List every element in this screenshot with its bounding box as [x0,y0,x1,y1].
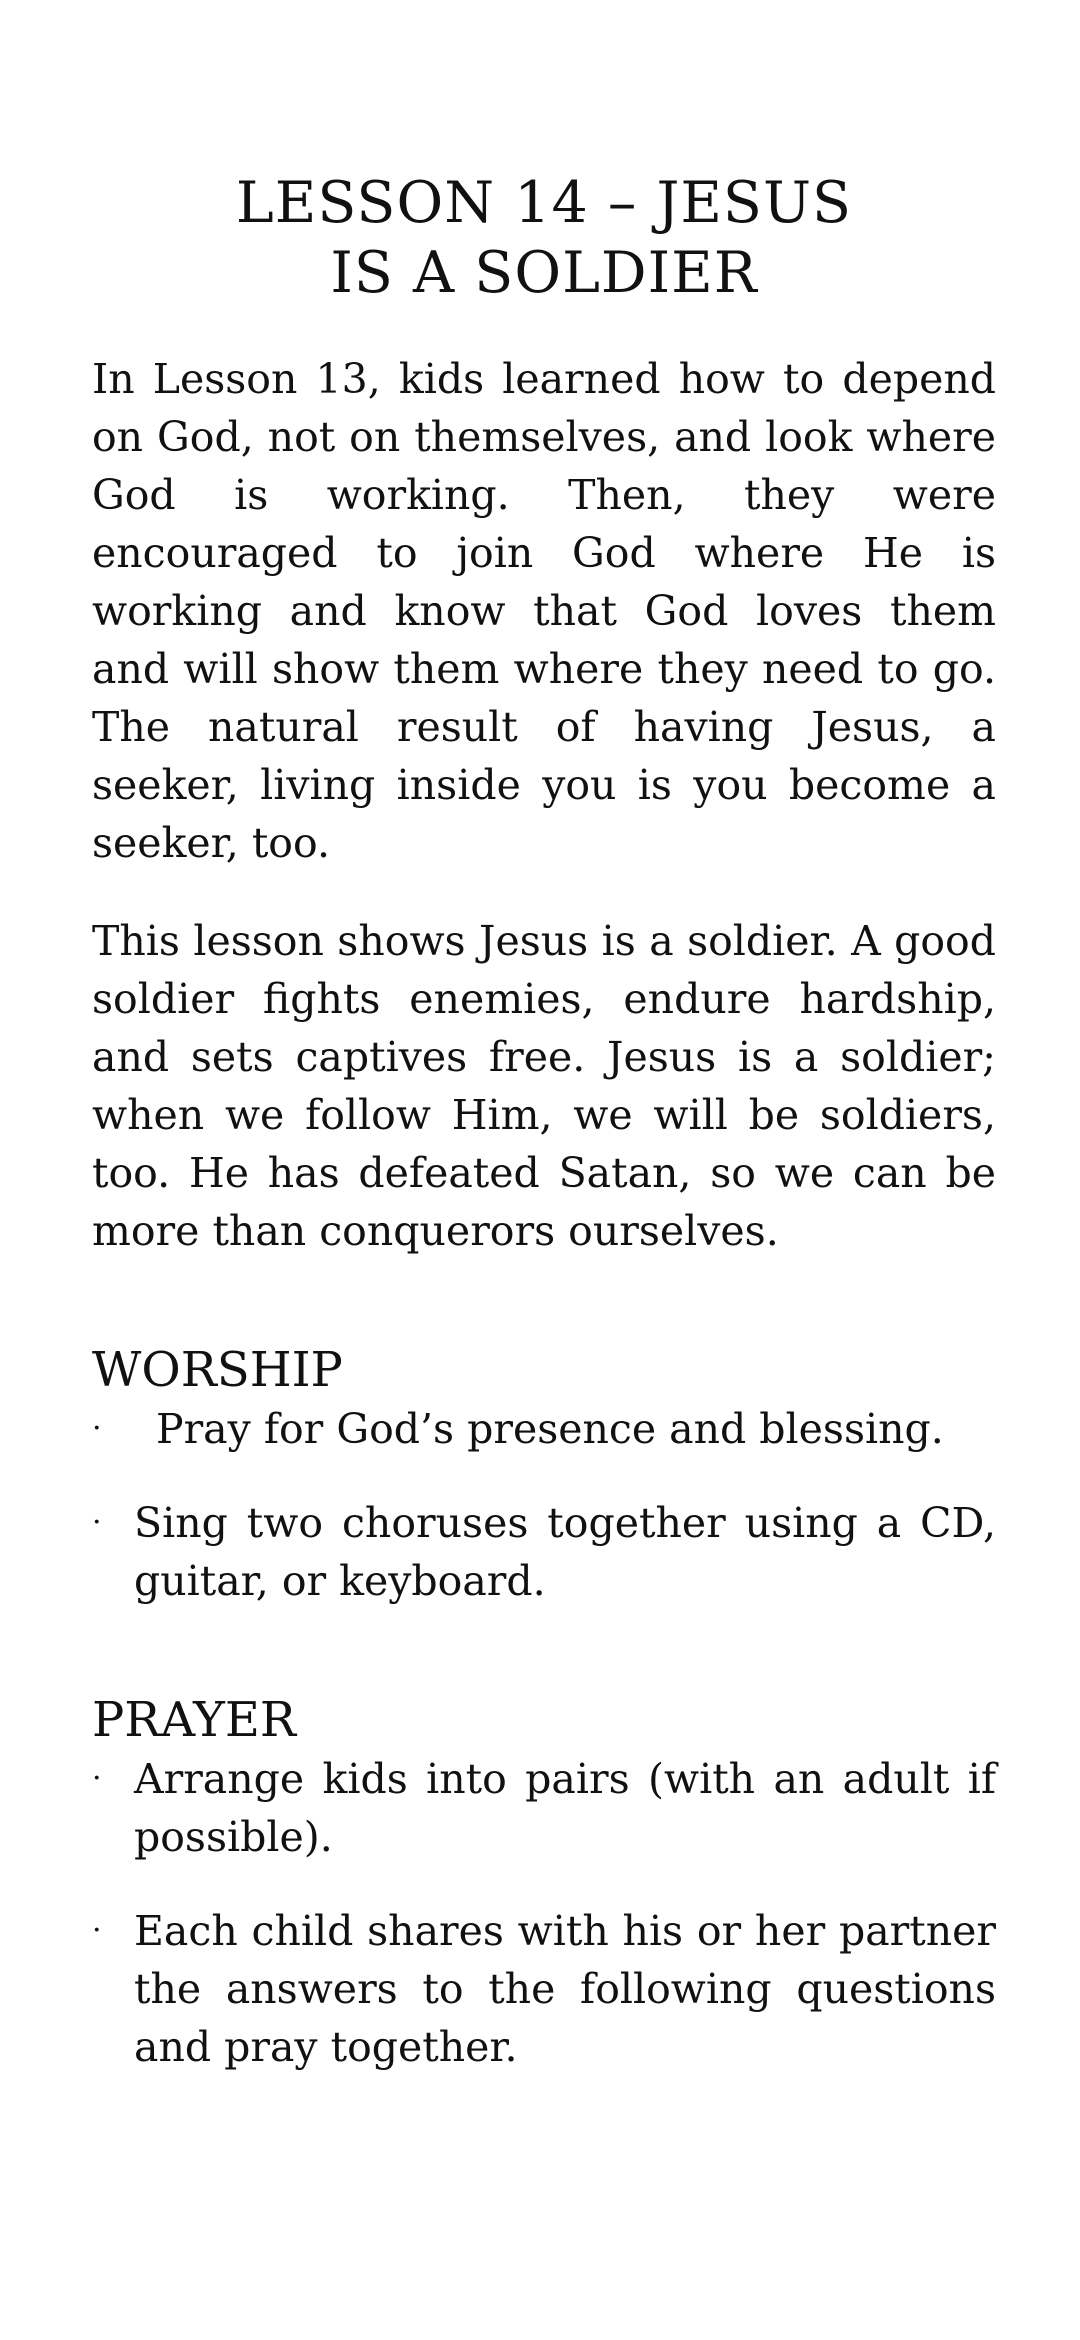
prayer-list [92,1750,996,2076]
worship-list [92,1400,996,1610]
list-item [92,1902,996,2076]
bullet-icon: · [92,1761,102,1796]
bullet-icon: · [92,1913,102,1948]
lesson-title-line-2: IS A SOLDIER [330,240,758,306]
bullet-icon: · [92,1505,102,1540]
worship-item-sing: Sing two choruses together using a CD, guitar, or keyboard. [134,1499,996,1605]
soldier-paragraph: This lesson shows Jesus is a soldier. A good soldier fights enemies, endure hardship, and sets captives free. Jesus is a soldier; when we follow Him, we will be soldiers, too. He has defeated Satan, so we can be more than conquerors ourselves. [92,917,996,1255]
intro-paragraph: In Lesson 13, kids learned how to depend on God, not on themselves, and look where God is working. Then, they were encouraged to join God where He is working and know that God loves them and will show them where they need to go. The natural result of having Jesus, a seeker, living inside you is you become a seeker, too. [92,355,996,867]
lesson-title-line-1: LESSON 14 – JESUS [235,170,853,236]
document-page [92,0,996,2076]
list-item [92,1750,996,1866]
worship-item-pray: Pray for God’s presence and blessing. [156,1405,944,1453]
list-item [92,1400,996,1458]
bullet-icon: · [92,1411,102,1446]
prayer-heading: PRAYER [92,1692,297,1748]
worship-heading: WORSHIP [92,1342,343,1398]
prayer-item-pairs: Arrange kids into pairs (with an adult if possible). [134,1755,996,1861]
lesson-title [92,168,996,308]
list-item [92,1494,996,1610]
prayer-item-share: Each child shares with his or her partner the answers to the following questions and pray together. [134,1907,996,2071]
